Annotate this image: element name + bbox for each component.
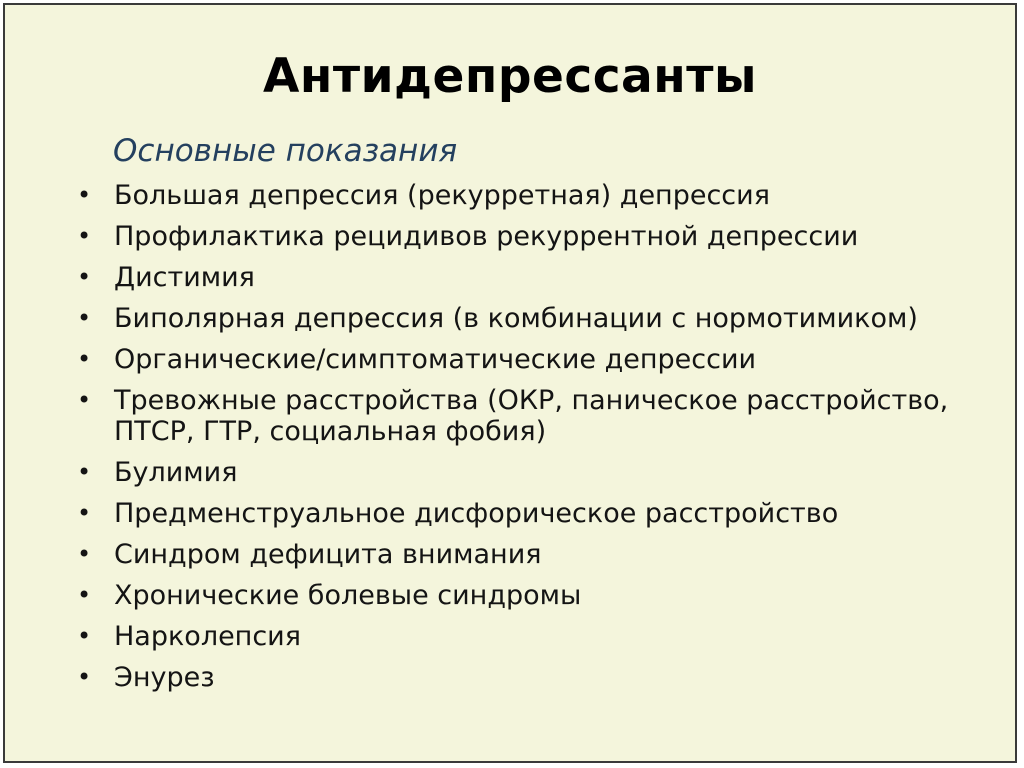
list-item-text: Энурез [114, 662, 215, 693]
list-item [73, 457, 993, 488]
list-item [73, 344, 993, 375]
list-item [73, 662, 993, 693]
list-item [73, 580, 993, 611]
bullet-icon: • [77, 386, 92, 414]
bullet-icon: • [77, 458, 92, 486]
bullet-icon: • [77, 499, 92, 527]
list-item [73, 385, 993, 447]
bullet-icon: • [77, 222, 92, 250]
slide-subtitle: Основные показания [113, 133, 458, 169]
list-item-text: Булимия [114, 457, 238, 488]
bullet-icon: • [77, 345, 92, 373]
bullet-icon: • [77, 581, 92, 609]
list-item-text: Биполярная депрессия (в комбинации с нормотимиком) [114, 303, 918, 334]
bullet-icon: • [77, 181, 92, 209]
bullet-icon: • [77, 263, 92, 291]
bullet-icon: • [77, 663, 92, 691]
list-item [73, 262, 993, 293]
bullet-icon: • [77, 540, 92, 568]
list-item-text: Большая депрессия (рекурретная) депрессия [114, 180, 770, 211]
list-item-text: Тревожные расстройства (ОКР, паническое расстройство, ПТСР, ГТР, социальная фобия) [114, 385, 949, 447]
list-item-text: Профилактика рецидивов рекуррентной депрессии [114, 221, 859, 252]
slide [3, 3, 1017, 763]
list-item [73, 303, 993, 334]
list-item [73, 621, 993, 652]
list-item [73, 221, 993, 252]
list-item [73, 180, 993, 211]
indications-list [73, 180, 993, 703]
list-item-text: Хронические болевые синдромы [114, 580, 582, 611]
list-item-text: Нарколепсия [114, 621, 301, 652]
bullet-icon: • [77, 304, 92, 332]
list-item [73, 498, 993, 529]
list-item-text: Органические/симптоматические депрессии [114, 344, 757, 375]
list-item-text: Предменструальное дисфорическое расстройство [114, 498, 839, 529]
bullet-icon: • [77, 622, 92, 650]
slide-title: Антидепрессанты [262, 49, 757, 104]
list-item-text: Дистимия [114, 262, 255, 293]
list-item [73, 539, 993, 570]
list-item-text: Синдром дефицита внимания [114, 539, 542, 570]
